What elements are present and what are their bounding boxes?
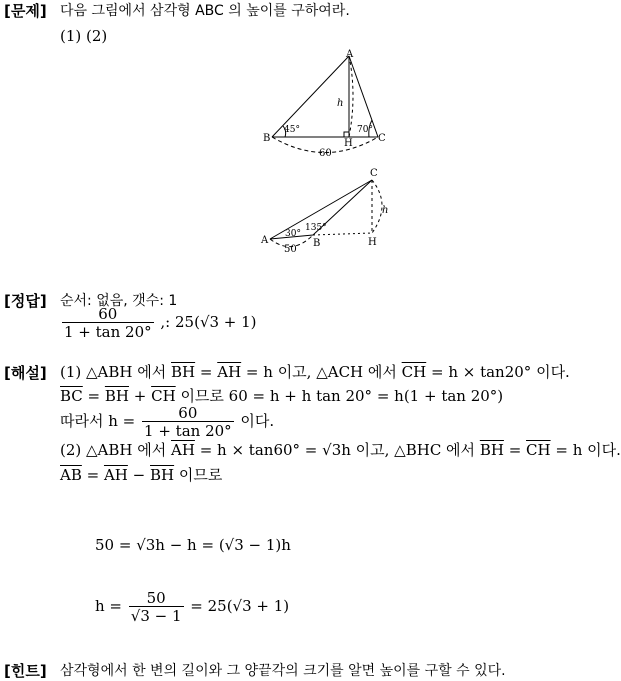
sol3-denominator: 1 + tan 20°	[144, 422, 232, 440]
sol2-seg-bc: $\overline{BC}$	[60, 387, 83, 405]
sol4-seg-bh: $\overline{BH}$	[479, 441, 504, 459]
fig2-label-c: C	[370, 168, 378, 179]
fig2-label-h: h	[382, 205, 389, 216]
sol4-text-a: (2) △ABH 에서	[60, 441, 172, 459]
fig1-label-h: h	[337, 98, 344, 109]
fig2-label-b: B	[313, 238, 321, 249]
fig1-base-arc	[272, 137, 378, 153]
fig2-angle-b: 135°	[305, 223, 327, 233]
sol5-seg-ab: $\overline{AB}$	[60, 466, 82, 484]
sol1-seg-bh: $\overline{BH}$	[171, 363, 196, 381]
sol1-text-a: (1) △ABH 에서	[60, 363, 172, 381]
sol4-seg-ah: $\overline{AH}$	[171, 441, 195, 459]
problem-statement: 다음 그림에서 삼각형 ABC 의 높이를 구하여라.	[60, 3, 350, 19]
sol2-seg-ch: $\overline{CH}$	[151, 387, 176, 405]
fig2-label-h-point: H	[368, 237, 377, 248]
hint-label: [힌트]	[4, 662, 47, 680]
eq2-denominator: √3 − 1	[130, 607, 182, 625]
sol5-rest: 이므로	[174, 466, 223, 484]
solution-label: [해설]	[4, 364, 47, 382]
solution-equation-1: 50 = √3h − h = (√3 − 1)h	[95, 536, 291, 554]
fig2-base-arc	[270, 235, 313, 247]
eq2-fraction	[129, 590, 184, 624]
sol3-pre: 따라서 h =	[60, 412, 141, 430]
answer-order-count: 순서: 없음, 갯수: 1	[60, 293, 178, 309]
fig2-base-length: 50	[284, 244, 297, 255]
solution-line-4	[60, 441, 621, 459]
sol3-fraction	[142, 405, 234, 439]
fig1-side-ab	[272, 56, 349, 137]
fig1-label-c: C	[378, 133, 386, 144]
sol2-seg-bh: $\overline{BH}$	[104, 387, 129, 405]
sol2-plus: +	[129, 387, 152, 405]
fig2-side-bc	[313, 180, 372, 235]
fig1-base-length: 60	[319, 148, 332, 159]
sol4-text-b: = h × tan60° = √3h 이고, △BHC 에서	[194, 441, 480, 459]
sol2-eq: =	[82, 387, 105, 405]
problem-text	[60, 1, 350, 20]
sol4-eq: =	[503, 441, 527, 459]
sol1-seg-ah: $\overline{AH}$	[217, 363, 242, 381]
fig1-angle-b-arc	[283, 126, 286, 137]
eq2-post: = 25(√3 + 1)	[185, 597, 290, 615]
fig1-side-ac	[349, 56, 378, 137]
sol1-eq: =	[195, 363, 218, 381]
fig2-extension	[313, 233, 372, 235]
fig1-label-h-point: H	[344, 138, 353, 149]
solution-line-1	[60, 363, 570, 381]
solution-line-5	[60, 466, 222, 484]
problem-parts: (1) (2)	[60, 27, 108, 45]
eq2-numerator: 50	[146, 589, 166, 607]
solution-equation-2	[95, 590, 289, 624]
answer-fraction	[62, 306, 154, 340]
sol5-seg-bh: $\overline{BH}$	[150, 466, 175, 484]
fig2-angle-a: 30°	[285, 229, 301, 239]
answer-fraction-numerator: 60	[98, 305, 118, 323]
sol5-minus: −	[127, 466, 150, 484]
sol1-seg-ch: $\overline{CH}$	[401, 363, 427, 381]
sol3-numerator: 60	[178, 404, 198, 422]
fig1-height-arc	[349, 56, 353, 137]
hint-text: 삼각형에서 한 변의 길이와 그 양끝각의 크기를 알면 높이를 구할 수 있다.	[60, 663, 506, 679]
sol4-seg-ch: $\overline{CH}$	[526, 441, 551, 459]
fig2-height-arc	[372, 180, 382, 233]
answer-fraction-denominator: 1 + tan 20°	[64, 323, 152, 341]
answer-label: [정답]	[4, 292, 47, 310]
sol5-seg-ah: $\overline{AH}$	[103, 466, 128, 484]
sol5-eq: =	[81, 466, 104, 484]
solution-line-3	[60, 405, 274, 439]
sol2-rest: 이므로 60 = h + h tan 20° = h(1 + tan 20°)	[175, 387, 504, 405]
fig1-label-b: B	[263, 133, 271, 144]
sol1-text-c: = h × tan20° 이다.	[426, 363, 570, 381]
fig1-angle-c-arc	[369, 120, 372, 137]
answer-tail: ,: 25(√3 + 1)	[155, 313, 257, 331]
sol4-text-c: = h 이다.	[550, 441, 621, 459]
hint-line	[60, 661, 506, 680]
fig2-side-ac	[270, 180, 372, 239]
fig1-angle-b: 45°	[284, 125, 300, 135]
fig1-angle-c: 70°	[357, 125, 373, 135]
problem-label: [문제]	[4, 2, 47, 20]
eq2-pre: h =	[95, 597, 127, 615]
sol3-post: 이다.	[235, 412, 275, 430]
solution-line-2	[60, 387, 503, 405]
fig2-label-a: A	[261, 235, 269, 246]
fig1-right-angle	[344, 132, 349, 137]
fig1-label-a: A	[346, 49, 354, 60]
answer-line-2	[60, 306, 257, 340]
sol1-text-b: = h 이고, △ACH 에서	[241, 363, 402, 381]
fig2-side-ab	[270, 235, 313, 239]
